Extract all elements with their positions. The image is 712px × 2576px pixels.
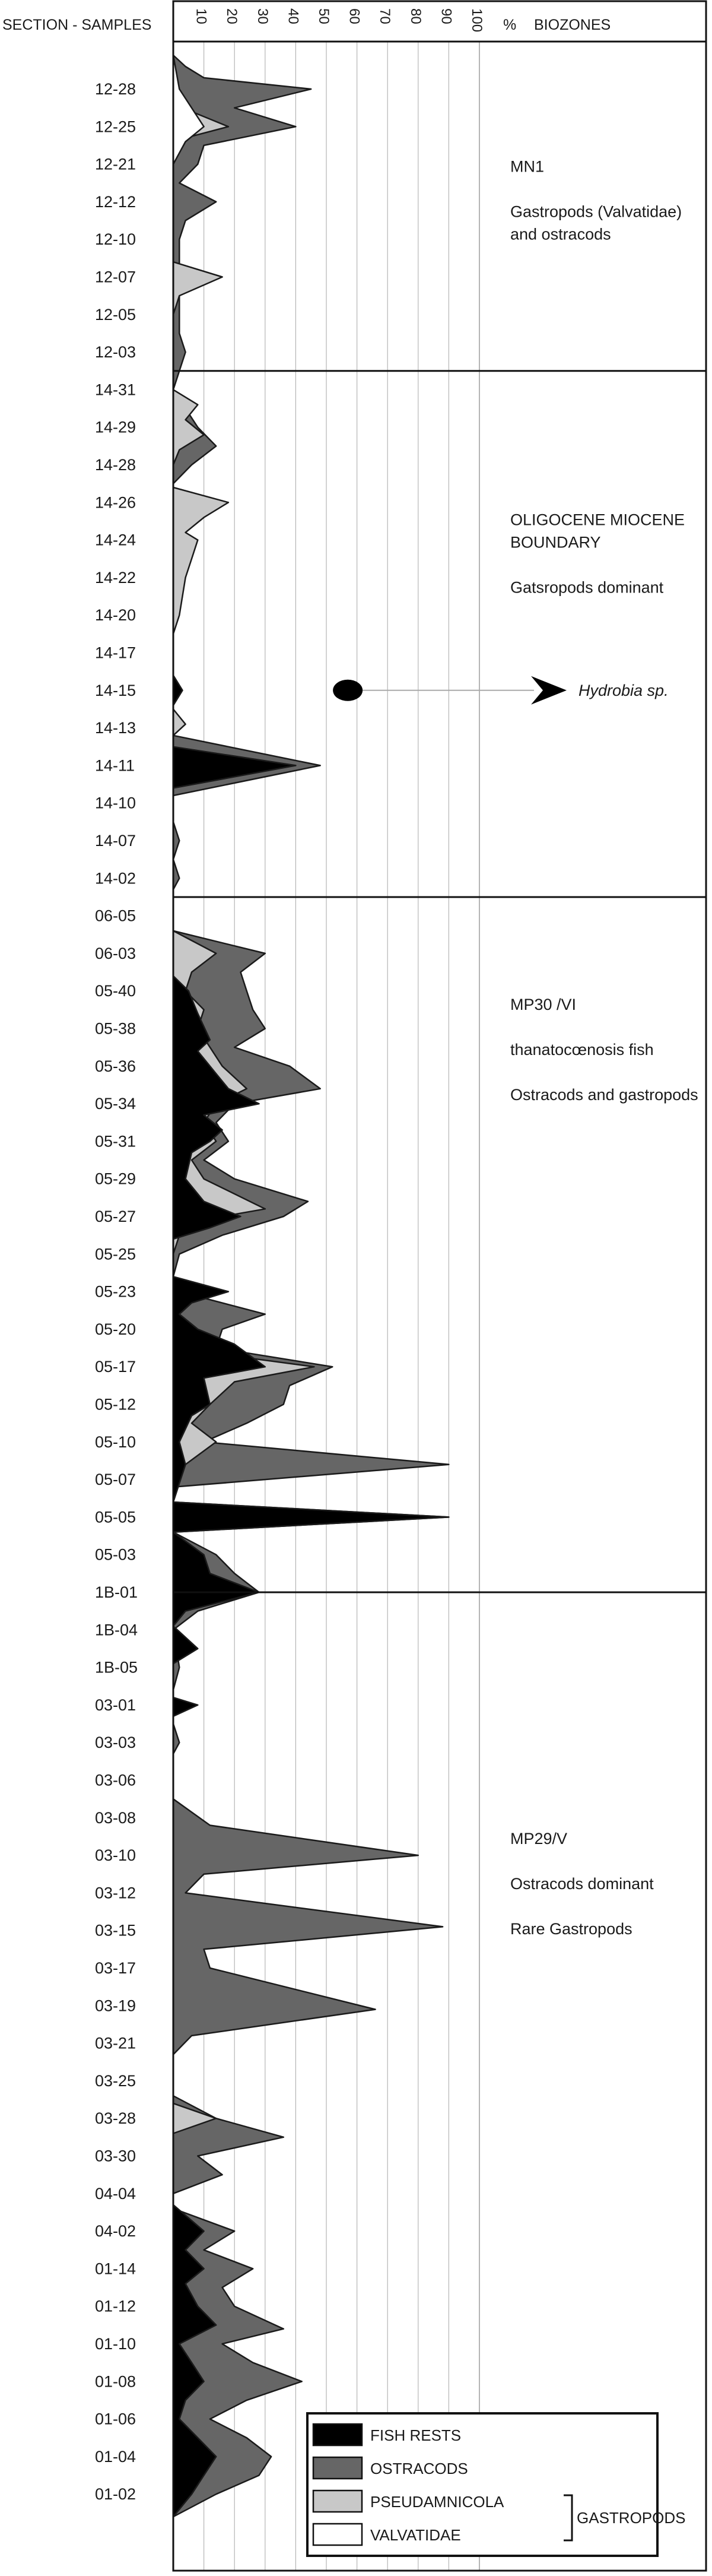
sample-label: 1B-01 <box>95 1583 138 1601</box>
sample-label: 03-12 <box>95 1884 136 1902</box>
sample-label: 14-28 <box>95 456 136 474</box>
biozone-text: MP30 /VI <box>510 995 577 1013</box>
sample-label: 03-10 <box>95 1846 136 1865</box>
sample-label: 05-03 <box>95 1545 136 1564</box>
sample-label: 12-05 <box>95 305 136 324</box>
series-area-ostracods <box>173 55 449 2517</box>
samples-header: SECTION - SAMPLES <box>2 17 152 33</box>
sample-label: 14-22 <box>95 568 136 587</box>
biozone-labels <box>510 157 698 1938</box>
sample-label: 05-38 <box>95 1019 136 1038</box>
sample-label: 14-15 <box>95 681 136 699</box>
sample-label: 12-03 <box>95 343 136 362</box>
sample-label: 05-27 <box>95 1208 136 1225</box>
sample-label: 12-07 <box>95 268 136 286</box>
percent-unit-label: % <box>503 17 517 33</box>
header-row <box>2 17 611 33</box>
sample-label: 05-17 <box>95 1358 136 1376</box>
sample-label: 14-10 <box>95 794 136 812</box>
x-tick-label: 20 <box>224 8 240 24</box>
sample-label: 12-12 <box>95 192 136 211</box>
sample-label: 14-17 <box>95 644 136 662</box>
sample-label: 03-28 <box>95 2109 136 2128</box>
sample-label: 01-14 <box>95 2260 136 2278</box>
biozone-text: MN1 <box>510 157 545 176</box>
sample-label: 01-10 <box>95 2335 136 2353</box>
sample-label: 06-05 <box>95 907 136 925</box>
sample-label: 06-03 <box>95 944 136 962</box>
sample-label: 14-24 <box>95 531 136 549</box>
sample-label: 1B-04 <box>95 1621 138 1639</box>
frame-layer <box>173 1 706 2571</box>
sample-label: 01-12 <box>95 2297 136 2315</box>
sample-label: 14-13 <box>95 719 136 737</box>
sample-label: 01-02 <box>95 2485 136 2504</box>
legend <box>307 2413 685 2556</box>
annotation-marker <box>333 680 363 701</box>
sample-label: 04-02 <box>95 2222 136 2241</box>
x-tick-label: 100 <box>469 8 485 33</box>
sample-labels <box>95 80 138 2503</box>
annotation-text: Hydrobia sp. <box>578 681 669 699</box>
legend-label: OSTRACODS <box>370 2460 468 2477</box>
x-tick-label: 80 <box>407 8 424 24</box>
x-tick-label: 40 <box>285 8 301 24</box>
sample-label: 05-29 <box>95 1170 136 1188</box>
sample-label: 05-12 <box>95 1395 136 1414</box>
sample-label: 01-04 <box>95 2447 136 2466</box>
biozone-text: Gastropods (Valvatidae) <box>510 202 682 221</box>
sample-label: 12-10 <box>95 230 136 249</box>
x-tick-label: 10 <box>193 8 209 24</box>
arrow-icon <box>531 676 567 705</box>
biozone-text: Ostracods dominant <box>510 1875 654 1893</box>
biozone-text: Gatsropods dominant <box>510 578 664 597</box>
sample-label: 03-21 <box>95 2034 136 2052</box>
sample-label: 05-05 <box>95 1508 136 1526</box>
sample-label: 03-03 <box>95 1734 136 1752</box>
legend-swatch <box>313 2524 362 2545</box>
sample-label: 14-29 <box>95 418 136 436</box>
biozone-text: and ostracods <box>510 225 611 243</box>
legend-label: PSEUDAMNICOLA <box>370 2493 504 2511</box>
sample-label: 03-08 <box>95 1808 136 1827</box>
sample-label: 03-25 <box>95 2071 136 2090</box>
x-tick-label: 50 <box>316 8 332 24</box>
legend-swatch <box>313 2457 362 2479</box>
biozone-text: OLIGOCENE MIOCENE <box>510 511 685 529</box>
sample-label: 05-36 <box>95 1057 136 1075</box>
sample-label: 03-19 <box>95 1997 136 2015</box>
biozone-text: Ostracods and gastropods <box>510 1085 698 1104</box>
grid-layer <box>204 42 479 2571</box>
sample-label: 03-15 <box>95 1921 136 1940</box>
sample-label: 05-34 <box>95 1095 136 1113</box>
sample-label: 05-20 <box>95 1320 136 1338</box>
sample-label: 01-08 <box>95 2372 136 2391</box>
hydrobia-annotation <box>333 676 668 705</box>
sample-label: 05-25 <box>95 1245 136 1263</box>
biozone-text: MP29/V <box>510 1830 568 1848</box>
biozones-header: BIOZONES <box>534 17 611 33</box>
sample-label: 14-07 <box>95 832 136 850</box>
sample-label: 03-30 <box>95 2147 136 2165</box>
sample-label: 05-23 <box>95 1282 136 1301</box>
x-tick-label: 30 <box>254 8 271 24</box>
sample-label: 03-06 <box>95 1771 136 1789</box>
sample-label: 14-31 <box>95 381 136 399</box>
sample-label: 1B-05 <box>95 1658 138 1677</box>
sample-label: 01-06 <box>95 2410 136 2428</box>
sample-label: 14-26 <box>95 493 136 512</box>
sample-label: 05-40 <box>95 982 136 1000</box>
sample-label: 03-17 <box>95 1959 136 1977</box>
sample-label: 12-21 <box>95 155 136 173</box>
biozone-text: Rare Gastropods <box>510 1920 632 1938</box>
legend-label: VALVATIDAE <box>370 2526 461 2544</box>
sample-label: 05-07 <box>95 1471 136 1489</box>
x-tick-label: 90 <box>438 8 454 24</box>
legend-group-label: GASTROPODS <box>577 2509 686 2527</box>
x-tick-label: 60 <box>346 8 363 24</box>
sample-label: 05-31 <box>95 1132 136 1151</box>
legend-label: FISH RESTS <box>370 2426 462 2444</box>
sample-label: 14-11 <box>95 756 135 775</box>
sample-label: 14-02 <box>95 869 136 888</box>
sample-label: 14-20 <box>95 606 136 625</box>
biozone-text: thanatocœnosis fish <box>510 1040 654 1059</box>
legend-swatch <box>313 2424 362 2445</box>
x-tick-label: 70 <box>377 8 393 24</box>
x-tick-labels <box>193 8 485 32</box>
sample-label: 05-10 <box>95 1433 136 1451</box>
biozone-text: BOUNDARY <box>510 533 601 552</box>
sample-label: 12-25 <box>95 118 136 136</box>
series-layer <box>173 55 449 2517</box>
legend-swatch <box>313 2491 362 2512</box>
sample-label: 03-01 <box>95 1696 136 1714</box>
chart-frame <box>173 1 706 2571</box>
sample-label: 12-28 <box>95 80 136 98</box>
sample-label: 04-04 <box>95 2184 136 2203</box>
